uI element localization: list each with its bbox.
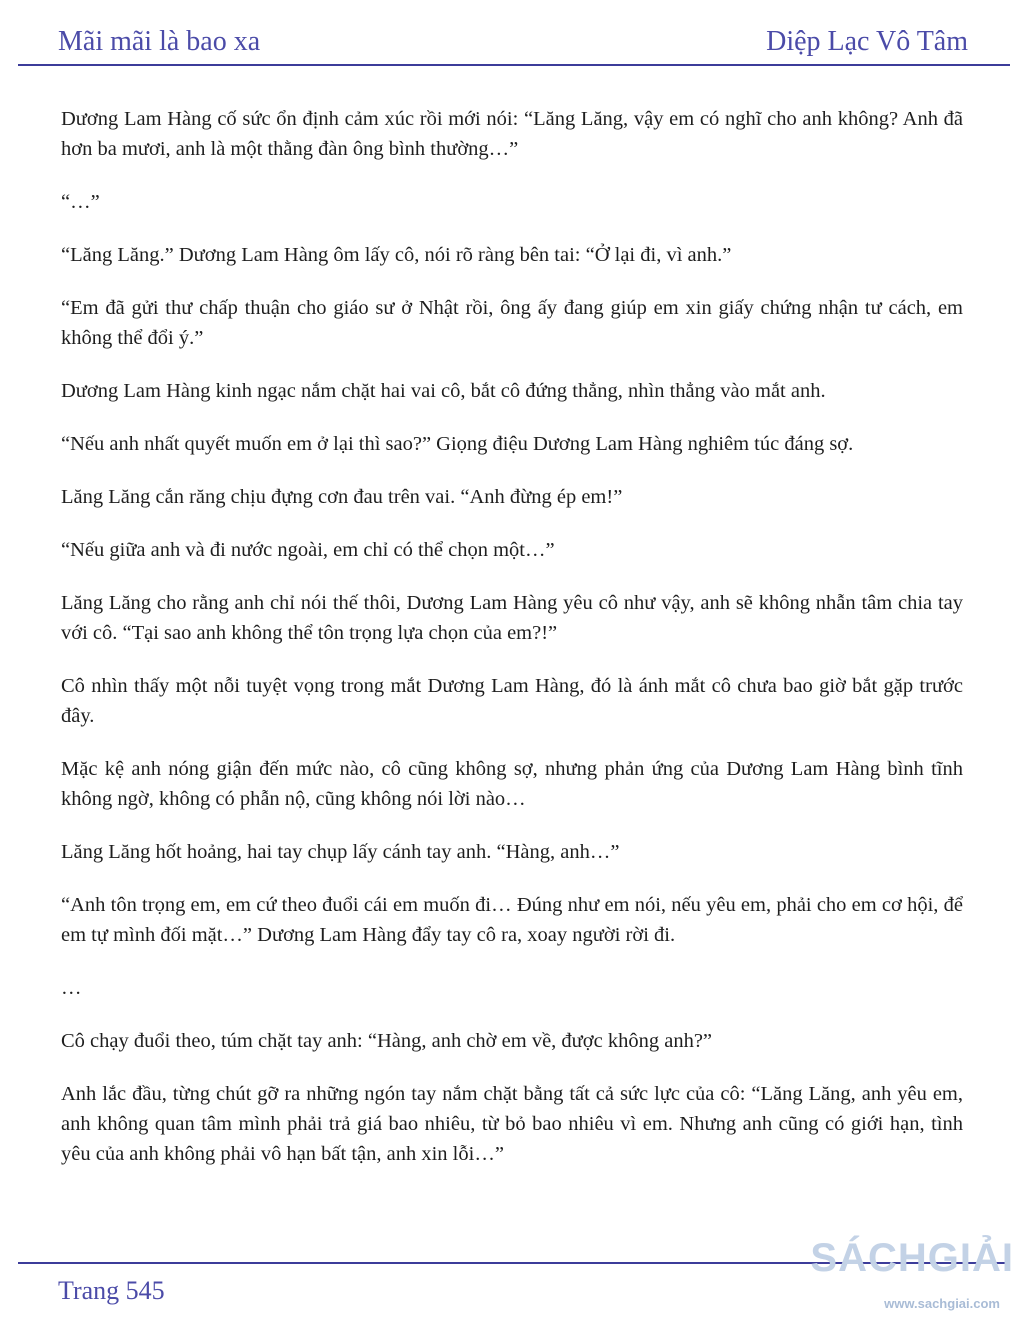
paragraph: “Nếu anh nhất quyết muốn em ở lại thì sao?” Giọng điệu Dương Lam Hàng nghiêm túc đáng sợ.	[61, 433, 854, 455]
header-divider	[18, 64, 1010, 66]
page-body	[61, 104, 963, 1192]
paragraph: …	[61, 977, 82, 999]
paragraph: “Lăng Lăng.” Dương Lam Hàng ôm lấy cô, nói rõ ràng bên tai: “Ở lại đi, vì anh.”	[61, 244, 732, 266]
paragraph: Anh lắc đầu, từng chút gỡ ra những ngón tay nắm chặt bằng tất cả sức lực của cô: “Lăng Lăng, anh yêu em, anh không quan tâm mình phải trả giá bao nhiêu, từ bỏ bao nhiêu vì em. Nhưng anh cũng có giới hạn, tình yêu của anh không phải vô hạn bất tận, anh xin lỗi…”	[61, 1083, 963, 1165]
paragraph: “Em đã gửi thư chấp thuận cho giáo sư ở Nhật rồi, ông ấy đang giúp em xin giấy chứng nhận tư cách, em không thể đổi ý.”	[61, 297, 963, 349]
paragraph: “…”	[61, 191, 100, 213]
paragraph: Dương Lam Hàng kinh ngạc nắm chặt hai vai cô, bắt cô đứng thẳng, nhìn thẳng vào mắt anh.	[61, 380, 826, 402]
paragraph: Lăng Lăng cho rằng anh chỉ nói thế thôi, Dương Lam Hàng yêu cô như vậy, anh sẽ không nhẫn tâm chia tay với cô. “Tại sao anh không thể tôn trọng lựa chọn của em?!”	[61, 592, 963, 644]
author-name: Diệp Lạc Vô Tâm	[766, 26, 968, 57]
paragraph: Cô nhìn thấy một nỗi tuyệt vọng trong mắt Dương Lam Hàng, đó là ánh mắt cô chưa bao giờ bắt gặp trước đây.	[61, 675, 963, 727]
book-title: Mãi mãi là bao xa	[58, 26, 261, 57]
paragraph: Lăng Lăng hốt hoảng, hai tay chụp lấy cánh tay anh. “Hàng, anh…”	[61, 841, 620, 863]
paragraph: Lăng Lăng cắn răng chịu đựng cơn đau trên vai. “Anh đừng ép em!”	[61, 486, 623, 508]
watermark-url: www.sachgiai.com	[884, 1296, 1000, 1311]
watermark-logo	[810, 1226, 1020, 1318]
paragraph: “Nếu giữa anh và đi nước ngoài, em chỉ có thể chọn một…”	[61, 539, 555, 561]
paragraph: “Anh tôn trọng em, em cứ theo đuổi cái em muốn đi… Đúng như em nói, nếu yêu em, phải cho em cơ hội, để em tự mình đối mặt…” Dương Lam Hàng đẩy tay cô ra, xoay người rời đi.	[61, 894, 963, 946]
paragraph: Dương Lam Hàng cố sức ổn định cảm xúc rồi mới nói: “Lăng Lăng, vậy em có nghĩ cho anh không? Anh đã hơn ba mươi, anh là một thằng đàn ông bình thường…”	[61, 108, 963, 160]
page-number: Trang 545	[58, 1276, 165, 1305]
paragraph: Cô chạy đuổi theo, túm chặt tay anh: “Hàng, anh chờ em về, được không anh?”	[61, 1030, 713, 1052]
watermark-brand: SÁCHGIẢI	[810, 1236, 1014, 1280]
paragraph: Mặc kệ anh nóng giận đến mức nào, cô cũng không sợ, nhưng phản ứng của Dương Lam Hàng bình tĩnh không ngờ, không có phẫn nộ, cũng không nói lời nào…	[61, 758, 963, 810]
